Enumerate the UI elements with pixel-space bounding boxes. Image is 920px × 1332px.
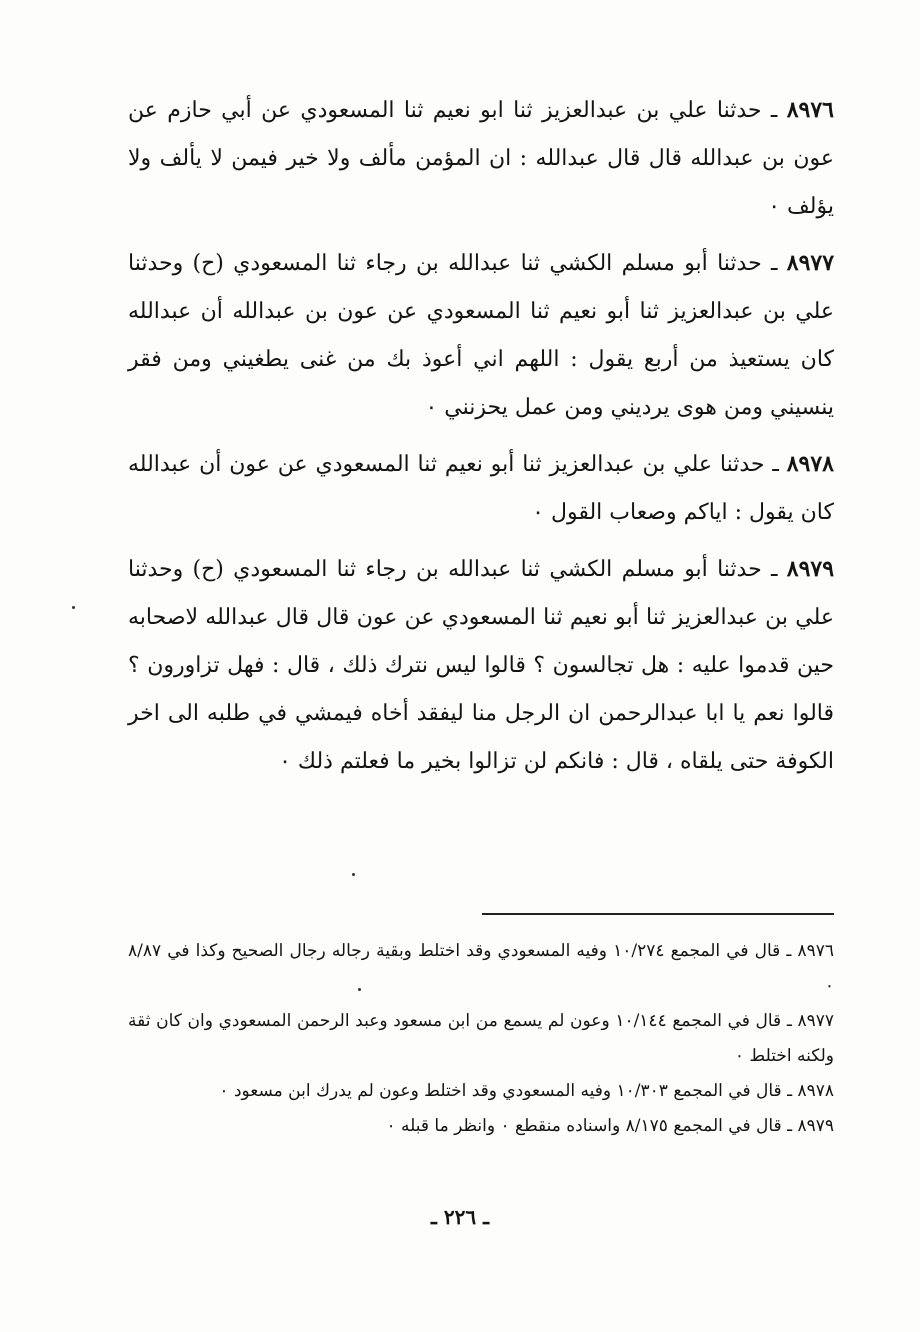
entry-text: حدثنا علي بن عبدالعزيز ثنا ابو نعيم ثنا المسعودي عن أبي حازم عن عون بن عبدالله قال قال عبدالله : ان المؤمن مألف ولا خير فيمن لا يألف ولا يؤلف ٠	[128, 98, 834, 219]
footnote-number: ٨٩٧٨	[797, 1081, 834, 1101]
hadith-entry-8976	[128, 86, 834, 231]
entry-text: حدثنا علي بن عبدالعزيز ثنا أبو نعيم ثنا المسعودي عن عون أن عبدالله كان يقول : اياكم وصعاب القول ٠	[128, 452, 834, 525]
entry-separator: ـ	[772, 452, 779, 477]
footnote-divider	[482, 913, 834, 915]
footnote-8979	[128, 1109, 834, 1144]
main-text	[128, 86, 834, 794]
scan-speck	[72, 606, 75, 609]
footnote-number: ٨٩٧٩	[797, 1116, 834, 1136]
footnote-number: ٨٩٧٧	[797, 1011, 835, 1031]
scan-speck	[352, 873, 355, 876]
entry-text: حدثنا أبو مسلم الكشي ثنا عبدالله بن رجاء ثنا المسعودي (ح) وحدثنا علي بن عبدالعزيز ثنا أبو نعيم ثنا المسعودي عن عون بن عبدالله أن عبدالله كان يستعيذ من أربع يقول : اللهم اني أعوذ بك من غنى يطغيني ومن فقر ينسيني ومن هوى يرديني ومن عمل يحزنني ٠	[128, 251, 834, 420]
hadith-entry-8979	[128, 545, 834, 786]
footnote-separator: ـ	[787, 1081, 793, 1101]
entry-separator: ـ	[770, 98, 778, 123]
footnote-text: قال في المجمع ١٠/٢٧٤ وفيه المسعودي وقد اختلط وبقية رجاله رجال الصحيح وكذا في ٨/٨٧ ٠	[128, 941, 834, 996]
entry-number: ٨٩٧٦	[786, 97, 834, 123]
footnote-text: قال في المجمع ١٠/١٤٤ وعون لم يسمع من ابن مسعود وعبد الرحمن المسعودي وان كان ثقة ولكنه اختلط ٠	[128, 1011, 834, 1066]
footnote-text: قال في المجمع ٨/١٧٥ واسناده منقطع ٠ وانظر ما قبله ٠	[386, 1116, 782, 1136]
entry-number: ٨٩٧٨	[786, 451, 834, 477]
footnote-8978	[128, 1074, 834, 1109]
entry-text: حدثنا أبو مسلم الكشي ثنا عبدالله بن رجاء ثنا المسعودي (ح) وحدثنا علي بن عبدالعزيز ثنا أبو نعيم ثنا المسعودي عن عون قال قال عبدالله لاصحابه حين قدموا عليه : هل تجالسون ؟ قالوا ليس نترك ذلك ، قال : فهل تزاورون ؟ قالوا نعم يا ابا عبدالرحمن ان الرجل منا ليفقد أخاه فيمشي في طلبه الى اخر الكوفة حتى يلقاه ، قال : فانكم لن تزالوا بخير ما فعلتم ذلك ٠	[128, 557, 834, 774]
hadith-entry-8977	[128, 239, 834, 432]
footnote-separator: ـ	[787, 1116, 793, 1136]
footnotes	[128, 934, 834, 1144]
entry-separator: ـ	[771, 557, 778, 582]
page-number: ـ ٢٢٦ ـ	[431, 1205, 489, 1229]
hadith-entry-8978	[128, 440, 834, 537]
footnote-8976	[128, 934, 834, 1004]
entry-number: ٨٩٧٩	[786, 556, 835, 582]
entry-separator: ـ	[771, 251, 778, 276]
footnote-8977	[128, 1004, 834, 1074]
entry-number: ٨٩٧٧	[786, 250, 835, 276]
footnote-separator: ـ	[786, 941, 792, 961]
footnote-number: ٨٩٧٦	[797, 941, 835, 961]
footnote-separator: ـ	[786, 1011, 792, 1031]
footnote-text: قال في المجمع ١٠/٣٠٣ وفيه المسعودي وقد اختلط وعون لم يدرك ابن مسعود ٠	[219, 1081, 782, 1101]
scan-speck	[358, 988, 361, 991]
